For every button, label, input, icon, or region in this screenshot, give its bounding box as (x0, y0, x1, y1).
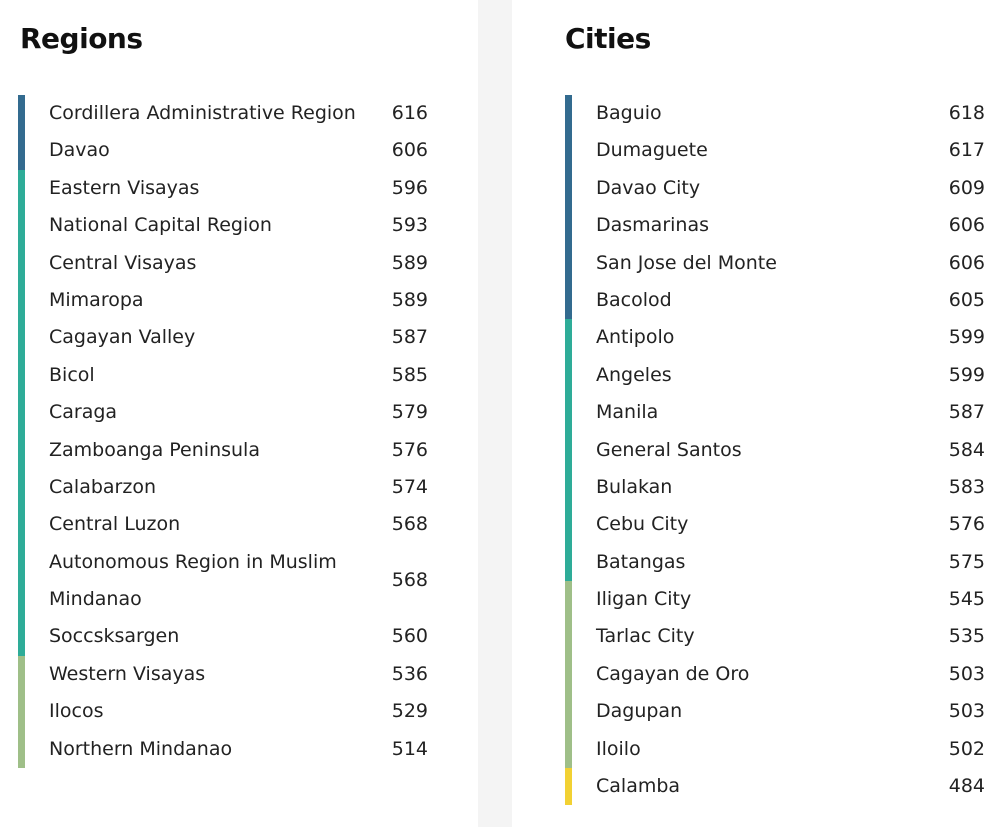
item-name: Antipolo (596, 326, 675, 349)
item-value: 536 (391, 662, 428, 685)
list-item (18, 693, 428, 730)
list-item (18, 544, 428, 619)
color-bar (565, 319, 572, 356)
color-bar (565, 394, 572, 431)
item-name: Bacolod (596, 288, 672, 311)
color-bar (18, 432, 25, 469)
item-name: Soccsksargen (49, 625, 180, 648)
color-bar (565, 170, 572, 207)
color-bar (565, 618, 572, 655)
list-item (18, 506, 428, 543)
color-bar (565, 469, 572, 506)
color-bar (565, 95, 572, 132)
item-value: 616 (391, 102, 428, 124)
list-item (565, 581, 985, 618)
item-value: 618 (948, 102, 985, 124)
color-bar (565, 768, 572, 805)
item-value: 606 (948, 251, 985, 274)
item-value: 576 (948, 513, 985, 536)
regions-title: Regions (20, 22, 143, 55)
color-bar (18, 618, 25, 655)
color-bar (18, 469, 25, 506)
cities-title: Cities (565, 22, 651, 55)
list-item (565, 618, 985, 655)
cities-panel (512, 0, 1000, 827)
item-name: Dumaguete (596, 139, 708, 162)
item-value: 568 (391, 513, 428, 536)
item-value: 568 (391, 569, 428, 592)
item-name: Mimaropa (49, 288, 144, 311)
list-item (18, 731, 428, 768)
item-name: Bulakan (596, 475, 673, 498)
item-name: Manila (596, 401, 659, 424)
list-item (565, 656, 985, 693)
list-item (565, 768, 985, 805)
color-bar (565, 693, 572, 730)
list-item (18, 432, 428, 469)
list-item (18, 207, 428, 244)
item-name: Cagayan de Oro (596, 662, 750, 685)
color-bar (565, 207, 572, 244)
item-name: Ilocos (49, 700, 104, 723)
item-value: 589 (391, 251, 428, 274)
color-bar (18, 506, 25, 543)
item-value: 609 (948, 176, 985, 199)
list-item (565, 282, 985, 319)
item-name: Calamba (596, 775, 681, 798)
item-name: Autonomous Region in Muslim Mindanao (49, 550, 337, 611)
item-value: 596 (391, 176, 428, 199)
color-bar (565, 581, 572, 618)
item-value: 503 (948, 700, 985, 723)
list-item (565, 731, 985, 768)
item-value: 584 (948, 438, 985, 461)
item-value: 587 (391, 326, 428, 349)
item-value: 585 (391, 363, 428, 386)
list-item (565, 357, 985, 394)
list-item (18, 618, 428, 655)
item-name: Western Visayas (49, 662, 206, 685)
item-name: National Capital Region (49, 214, 272, 237)
item-name: Davao City (596, 176, 701, 199)
item-value: 589 (391, 288, 428, 311)
item-name: Baguio (596, 102, 662, 124)
list-item (18, 282, 428, 319)
item-value: 574 (391, 475, 428, 498)
list-item (565, 170, 985, 207)
item-name: San Jose del Monte (596, 251, 777, 274)
item-name: Northern Mindanao (49, 737, 233, 760)
list-item (18, 245, 428, 282)
list-item (565, 245, 985, 282)
list-item (18, 132, 428, 169)
cities-list (565, 95, 985, 805)
list-item (18, 394, 428, 431)
item-name: Zamboanga Peninsula (49, 438, 260, 461)
color-bar (18, 170, 25, 207)
item-name: Angeles (596, 363, 672, 386)
list-item (565, 319, 985, 356)
item-name: General Santos (596, 438, 742, 461)
item-value: 484 (948, 775, 985, 798)
item-value: 545 (948, 588, 985, 611)
color-bar (565, 132, 572, 169)
color-bar (565, 432, 572, 469)
regions-list (18, 95, 428, 768)
item-name: Iligan City (596, 588, 692, 611)
item-value: 617 (948, 139, 985, 162)
item-value: 575 (948, 550, 985, 573)
item-value: 535 (948, 625, 985, 648)
color-bar (18, 656, 25, 693)
item-value: 529 (391, 700, 428, 723)
color-bar (18, 544, 25, 619)
item-name: Iloilo (596, 737, 641, 760)
list-item (18, 357, 428, 394)
item-value: 587 (948, 401, 985, 424)
list-item (565, 95, 985, 132)
item-name: Cagayan Valley (49, 326, 196, 349)
item-value: 560 (391, 625, 428, 648)
item-value: 605 (948, 288, 985, 311)
list-item (565, 693, 985, 730)
item-name: Davao (49, 139, 110, 162)
item-name: Dagupan (596, 700, 683, 723)
item-name: Cordillera Administrative Region (49, 102, 356, 124)
list-item (565, 506, 985, 543)
item-value: 576 (391, 438, 428, 461)
item-value: 583 (948, 475, 985, 498)
item-name: Central Visayas (49, 251, 197, 274)
color-bar (18, 132, 25, 169)
item-value: 606 (391, 139, 428, 162)
item-value: 606 (948, 214, 985, 237)
item-name: Calabarzon (49, 475, 156, 498)
list-item (565, 432, 985, 469)
color-bar (565, 731, 572, 768)
item-value: 503 (948, 662, 985, 685)
regions-panel (0, 0, 478, 827)
item-name: Central Luzon (49, 513, 181, 536)
item-name: Eastern Visayas (49, 176, 200, 199)
item-name: Batangas (596, 550, 686, 573)
color-bar (18, 245, 25, 282)
item-value: 599 (948, 363, 985, 386)
list-item (565, 469, 985, 506)
item-name: Caraga (49, 401, 118, 424)
color-bar (18, 394, 25, 431)
color-bar (18, 357, 25, 394)
color-bar (18, 95, 25, 132)
color-bar (18, 731, 25, 768)
color-bar (565, 245, 572, 282)
color-bar (565, 357, 572, 394)
list-item (18, 170, 428, 207)
color-bar (18, 693, 25, 730)
item-value: 579 (391, 401, 428, 424)
list-item (565, 132, 985, 169)
item-value: 514 (391, 737, 428, 760)
item-name: Cebu City (596, 513, 689, 536)
color-bar (565, 544, 572, 581)
color-bar (18, 319, 25, 356)
item-value: 599 (948, 326, 985, 349)
item-name: Dasmarinas (596, 214, 709, 237)
color-bar (565, 656, 572, 693)
item-name: Tarlac City (596, 625, 695, 648)
list-item (18, 95, 428, 132)
item-name: Bicol (49, 363, 95, 386)
list-item (565, 394, 985, 431)
color-bar (18, 282, 25, 319)
color-bar (18, 207, 25, 244)
list-item (18, 319, 428, 356)
list-item (18, 656, 428, 693)
list-item (565, 544, 985, 581)
item-value: 502 (948, 737, 985, 760)
color-bar (565, 506, 572, 543)
item-value: 593 (391, 214, 428, 237)
color-bar (565, 282, 572, 319)
list-item (18, 469, 428, 506)
list-item (565, 207, 985, 244)
